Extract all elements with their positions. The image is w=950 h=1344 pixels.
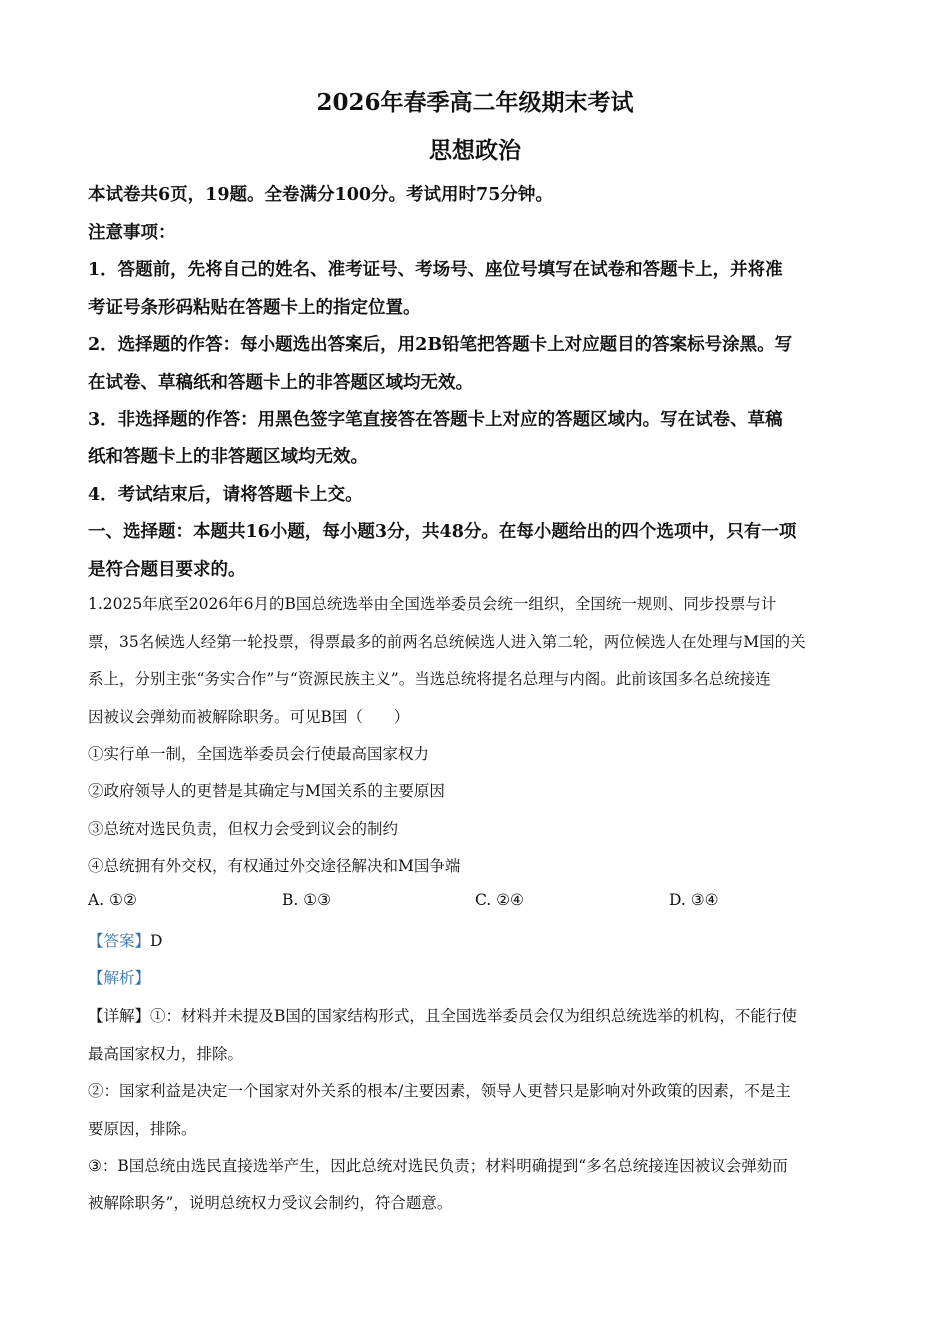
- notice-heading: 注意事项：: [88, 223, 176, 243]
- answer-value: D: [150, 932, 163, 950]
- answer-label: 【答案】: [88, 932, 151, 950]
- detail-line: ②：国家利益是决定一个国家对外关系的根本/主要因素，领导人更替只是影响对外政策的因素，不是主: [88, 1082, 791, 1100]
- analysis-label: 【解析】: [88, 969, 151, 987]
- section-heading: 是符合题目要求的。: [88, 560, 246, 580]
- option-b: B. ①③: [282, 891, 332, 909]
- subject-title: 思想政治: [429, 137, 521, 164]
- section-heading: 一、选择题：本题共16小题，每小题3分，共48分。在每小题给出的四个选项中，只有一项: [88, 522, 797, 542]
- detail-line: ③：B国总统由选民直接选举产生，因此总统对选民负责；材料明确提到“多名总统接连因被议会弹劾而: [88, 1157, 788, 1175]
- notice-line: 3．非选择题的作答：用黑色签字笔直接答在答题卡上对应的答题区域内。写在试卷、草稿: [88, 410, 783, 430]
- detail-line: 要原因，排除。: [88, 1120, 197, 1138]
- statement-item: ④总统拥有外交权，有权通过外交途径解决和M国争端: [88, 857, 461, 875]
- detail-line: 被解除职务”，说明总统权力受议会制约，符合题意。: [88, 1194, 453, 1212]
- answer-row: [88, 929, 162, 951]
- question-stem-line: 因被议会弹劾而被解除职务。可见B国（ ）: [88, 708, 410, 726]
- notice-line: 纸和答题卡上的非答题区域均无效。: [88, 447, 368, 467]
- question-stem-line: 票，35名候选人经第一轮投票，得票最多的前两名总统候选人进入第二轮，两位候选人在处理与M国的关: [88, 633, 806, 651]
- notice-line: 2．选择题的作答：每小题选出答案后，用2B铅笔把答题卡上对应题目的答案标号涂黑。写: [88, 335, 793, 355]
- question-stem-line: 系上，分别主张“务实合作”与“资源民族主义”。当选总统将提名总理与内阁。此前该国多名总统接连: [88, 670, 771, 688]
- notice-line: 4．考试结束后，请将答题卡上交。: [88, 485, 363, 505]
- notice-line: 考证号条形码粘贴在答题卡上的指定位置。: [88, 298, 421, 318]
- notice-line: 1．答题前，先将自己的姓名、准考证号、考场号、座位号填写在试卷和答题卡上，并将准: [88, 260, 783, 280]
- exam-title: 2026年春季高二年级期末考试: [316, 89, 634, 116]
- option-d: D. ③④: [669, 891, 719, 909]
- detail-line: 最高国家权力，排除。: [88, 1045, 244, 1063]
- exam-intro: 本试卷共6页，19题。全卷满分100分。考试用时75分钟。: [88, 185, 553, 205]
- option-c: C. ②④: [475, 891, 524, 909]
- notice-line: 在试卷、草稿纸和答题卡上的非答题区域均无效。: [88, 373, 473, 393]
- statement-item: ②政府领导人的更替是其确定与M国关系的主要原因: [88, 782, 445, 800]
- detail-line: 【详解】①：材料并未提及B国的国家结构形式，且全国选举委员会仅为组织总统选举的机构，不能行使: [88, 1007, 797, 1025]
- statement-item: ①实行单一制，全国选举委员会行使最高国家权力: [88, 745, 430, 763]
- statement-item: ③总统对选民负责，但权力会受到议会的制约: [88, 820, 399, 838]
- question-stem-line: 1.2025年底至2026年6月的B国总统选举由全国选举委员会统一组织，全国统一规则、同步投票与计: [88, 595, 777, 613]
- option-a: A. ①②: [88, 891, 137, 909]
